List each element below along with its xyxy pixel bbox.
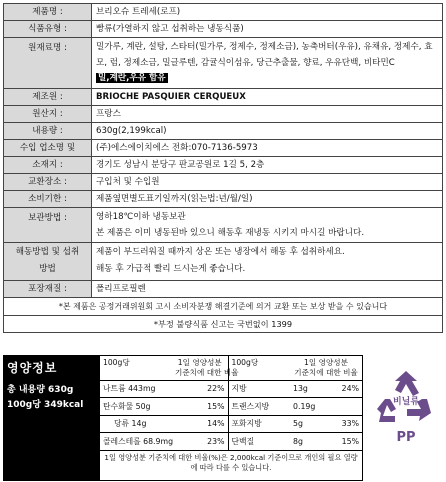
header-percent-right-2: 기준치에 대한 비율: [294, 367, 358, 377]
nutrient-carbs: 탄수화물 50g: [100, 398, 172, 416]
header-percent-right-1: 1일 영양성분: [304, 357, 348, 367]
header-percent-left: [172, 356, 239, 380]
header-amount-right: 100g당: [228, 356, 290, 380]
label-origin: 원산지 :: [4, 105, 92, 122]
nutrition-header-row: [100, 356, 362, 380]
value-importer: (주)에스에이치에스 전화:070-7136-5973: [92, 139, 443, 156]
nutrition-table: [99, 355, 363, 481]
thawing-label-line-1: 해동방법 및 섭취: [15, 247, 80, 257]
nutrient-trans-fat-amt: 0.19g: [290, 398, 320, 416]
nutrition-row: [100, 398, 362, 416]
value-storage: [92, 207, 443, 242]
label-food-type: 식품유형 :: [4, 21, 92, 38]
recycle-mark: [375, 367, 437, 447]
nutrient-sodium: 나트륨 443mg: [100, 380, 172, 398]
value-food-type: 빵류(가열하지 않고 섭취하는 냉동식품): [92, 21, 443, 38]
storage-line-2: 본 제품은 이미 냉동된바 있으니 해동후 재냉동 시키지 마시길 바랍니다.: [96, 227, 365, 238]
nutrition-footnote: 1일 영양성분 기준치에 대한 비율(%)은 2,000kcal 기준이므로 개인의 필요 열량에 따라 다를 수 있습니다.: [104, 452, 358, 472]
nutrient-sugars: 당류 14g: [100, 415, 172, 433]
value-ingredients: [92, 38, 443, 89]
nutrient-trans-fat: 트랜스지방: [228, 398, 290, 416]
header-amount-left: 100g당: [100, 356, 172, 380]
product-info-table: [3, 3, 443, 298]
exchange-notice: *본 제품은 공정거래위원회 고시 소비자분쟁 해결기준에 의거 교환 또는 보상 받을 수 있습니다: [3, 298, 443, 316]
report-notice: *부정 불량식품 신고는 국번없이 1399: [3, 316, 443, 333]
thawing-label-line-2: 방법: [39, 264, 56, 274]
nutrient-sat-fat-pct: 33%: [320, 415, 362, 433]
nutrient-sodium-pct: 22%: [172, 380, 228, 398]
nutrient-fat: 지방: [228, 380, 290, 398]
nutrition-per-100g: 100g당 349kcal: [7, 400, 84, 410]
value-manufacturer: BRIOCHE PASQUIER CERQUEUX: [92, 88, 443, 105]
thawing-line-2: 해동 후 가급적 빨리 드시는게 좋습니다.: [96, 263, 246, 274]
ingredients-text: 밀가루, 계란, 설탕, 스타터(밀가루, 정제수, 정제소금), 농축버터(우유), 유채유, 정제수, 효모, 럼, 정제소금, 밀글루텐, 감귤식이섬유, 당근추출물, 향료, 우유단백, 비타민C: [96, 42, 433, 68]
nutrient-cholesterol-pct: 23%: [172, 433, 228, 451]
recycle-type-text: 비닐류: [392, 397, 420, 407]
value-origin: 프랑스: [92, 105, 443, 122]
nutrient-protein-amt: 8g: [290, 433, 320, 451]
nutrient-protein: 단백질: [228, 433, 290, 451]
nutrition-title: 영양정보: [7, 361, 58, 375]
value-product-name: 브리오슈 트레세(로프): [92, 4, 443, 21]
nutrition-summary: [3, 355, 99, 481]
value-exchange: 구입처 및 수입원: [92, 173, 443, 190]
label-thawing: [4, 242, 92, 280]
label-packaging: 포장재질 :: [4, 280, 92, 297]
value-expiry: 제품옆면별도표기일까지(읽는법:년/월/일): [92, 190, 443, 207]
label-manufacturer: 제조원 :: [4, 88, 92, 105]
nutrition-total: 총 내용량 630g: [7, 385, 74, 395]
thawing-line-1: 제품이 부드러워질 때까지 상온 또는 냉장에서 해동 후 섭취하세요.: [96, 246, 345, 257]
nutrient-fat-amt: 13g: [290, 380, 320, 398]
value-address: 경기도 성남시 분당구 판교공원로 1길 5, 2층: [92, 156, 443, 173]
nutrient-protein-pct: 15%: [320, 433, 362, 451]
nutrient-trans-fat-pct: [320, 398, 362, 416]
label-net-weight: 내용량 :: [4, 122, 92, 139]
nutrient-sugars-pct: 14%: [172, 415, 228, 433]
label-ingredients: 원재료명 :: [4, 38, 92, 89]
nutrient-fat-pct: 24%: [320, 380, 362, 398]
header-percent-right: [290, 356, 362, 380]
allergen-highlight: 밀,계란,우유 함유: [98, 73, 166, 83]
value-net-weight: 630g(2,199kcal): [92, 122, 443, 139]
recycle-material-text: PP: [396, 430, 416, 445]
nutrition-row: [100, 380, 362, 398]
label-product-name: 제품명 :: [4, 4, 92, 21]
label-address: 소재지 :: [4, 156, 92, 173]
value-packaging: 폴리프로필렌: [92, 280, 443, 297]
header-percent-left-1: 1일 영양성분: [177, 357, 222, 367]
nutrition-row: [100, 415, 362, 433]
nutrition-facts: [3, 355, 443, 481]
label-storage: 보관방법 :: [4, 207, 92, 242]
nutrient-sat-fat-amt: 5g: [290, 415, 320, 433]
nutrient-carbs-pct: 15%: [172, 398, 228, 416]
value-thawing: [92, 242, 443, 280]
nutrition-row: [100, 433, 362, 451]
storage-line-1: 영하18℃이하 냉동보관: [96, 211, 186, 222]
nutrient-sat-fat: 포화지방: [228, 415, 290, 433]
label-importer: 수입 업소명 및: [4, 139, 92, 156]
label-exchange: 교환장소 :: [4, 173, 92, 190]
nutrient-cholesterol: 콜레스테롤 68.9mg: [100, 433, 172, 451]
header-percent-left-2: 기준치에 대한 비율: [175, 367, 239, 377]
label-expiry: 소비기한 :: [4, 190, 92, 207]
